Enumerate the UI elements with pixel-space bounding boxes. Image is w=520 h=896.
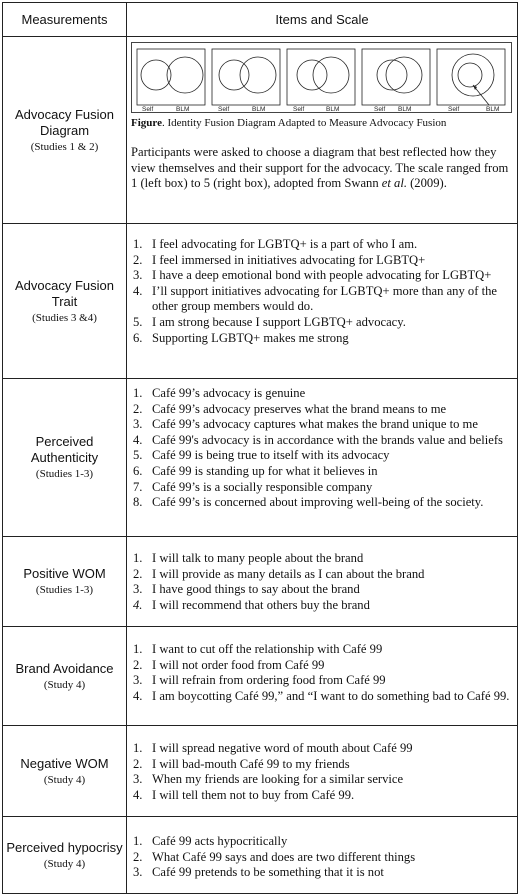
list-item: 7. Café 99’s is a socially responsible company: [133, 479, 373, 494]
self-circle: [458, 63, 482, 87]
list-item: 6. Café 99 is standing up for what it believes in: [133, 463, 378, 478]
measurement-name: Perceived hypocrisy: [6, 839, 123, 855]
header-items-and-scale: Items and Scale: [275, 12, 369, 27]
measurement-name: Advocacy Fusion Trait: [15, 277, 114, 309]
list-item: 5. Café 99 is being true to itself with its advocacy: [133, 448, 390, 463]
table-row-brand-avoidance: [3, 627, 517, 726]
item-list: [133, 237, 513, 346]
measurement-study: (Studies 1-3): [35, 468, 94, 480]
table-row-fusion-diagram: [3, 37, 517, 224]
list-item: 4. I’ll support initiatives advocating for LGBTQ+ more than any of the other group members would do.: [133, 283, 497, 314]
blm-circle: [313, 57, 349, 93]
self-label: Self: [142, 106, 154, 112]
identity-fusion-figure: [131, 42, 512, 113]
header-measurements: Measurements: [21, 12, 108, 27]
blm-label: BLM: [486, 106, 500, 112]
list-item: 1. Café 99 acts hypocritically: [133, 834, 288, 848]
list-item: 8. Café 99’s is concerned about improving well-being of the society.: [133, 495, 484, 510]
measurement-name: Brand Avoidance: [15, 660, 114, 676]
measurement-study: (Study 4): [43, 678, 86, 691]
self-circle: [377, 60, 407, 90]
item-list: [133, 642, 513, 704]
measurement-name: Positive WOM: [23, 566, 106, 581]
list-item: 3. I will refrain from ordering food from Café 99: [133, 673, 386, 688]
item-list: [133, 386, 513, 511]
blm-label: BLM: [398, 106, 412, 112]
list-item: 3. I have a deep emotional bond with people advocating for LGBTQ+: [133, 268, 492, 283]
list-item: 3. Café 99 pretends to be something that it is not: [133, 865, 384, 880]
measurement-study: (Study 4): [43, 773, 86, 786]
diagram-box-2: [212, 49, 280, 105]
measurement-study: (Study 4): [43, 857, 86, 870]
measurement-name: Advocacy Fusion Diagram: [15, 106, 114, 138]
blm-circle: [240, 57, 276, 93]
list-item: 3. I have good things to say about the brand: [133, 582, 360, 597]
list-item: 1. I feel advocating for LGBTQ+ is a part of who I am.: [133, 237, 418, 251]
list-item: 2. I will not order food from Café 99: [133, 657, 325, 672]
list-item: 4. I am boycotting Café 99,” and “I want to do something bad to Café 99.: [133, 688, 510, 703]
item-list: [133, 551, 513, 613]
measurement-name: Perceived Authenticity: [30, 434, 99, 465]
list-item: 4. Café 99's advocacy is in accordance with the brands value and beliefs: [133, 432, 503, 447]
item-list: [133, 741, 513, 803]
list-item: 1. I will spread negative word of mouth about Café 99: [133, 741, 413, 755]
list-item: 4. I will tell them not to buy from Café 99.: [133, 787, 355, 802]
self-label: Self: [374, 106, 386, 112]
diagram-box-5: [437, 49, 505, 105]
table-header-row: [3, 3, 517, 37]
measurement-table: [2, 2, 518, 894]
item-list: [133, 834, 513, 881]
diagram-box-4: [362, 49, 430, 105]
blm-circle: [386, 57, 422, 93]
list-item: 4. I will recommend that others buy the brand: [133, 597, 370, 612]
fusion-diagram-svg: [132, 43, 511, 112]
self-circle: [219, 60, 249, 90]
list-item: 1. Café 99’s advocacy is genuine: [133, 386, 306, 400]
table-row-perceived-hypocrisy: [3, 817, 517, 893]
blm-label: BLM: [176, 106, 190, 112]
list-item: 3. Café 99’s advocacy captures what makes the brand unique to me: [133, 417, 478, 432]
fusion-description: Participants were asked to choose a diagram that best reflected how they view themselves and their support for the advocacy. The scale ranged from 1 (left box) to 5 (right box), adopted from Swann et al. (2009).: [131, 145, 509, 191]
measurement-study: (Studies 3 &4): [32, 311, 97, 324]
table-row-perceived-authenticity: [3, 379, 517, 537]
blm-circle: [167, 57, 203, 93]
list-item: 2. I will provide as many details as I can about the brand: [133, 566, 425, 581]
list-item: 1. I want to cut off the relationship with Café 99: [133, 642, 383, 656]
measurement-study: (Studies 1 & 2): [30, 140, 99, 153]
list-item: 6. Supporting LGBTQ+ makes me strong: [133, 330, 349, 345]
self-circle: [297, 60, 327, 90]
self-circle: [141, 60, 171, 90]
blm-label: BLM: [326, 106, 340, 112]
list-item: 5. I am strong because I support LGBTQ+ advocacy.: [133, 314, 406, 329]
list-item: 2. What Café 99 says and does are two different things: [133, 849, 416, 864]
blm-label: BLM: [252, 106, 266, 112]
list-item: 2. Café 99’s advocacy preserves what the brand means to me: [133, 401, 447, 416]
measurement-study: (Studies 1-3): [35, 584, 94, 596]
table-row-positive-wom: [3, 537, 517, 627]
table-row-fusion-trait: [3, 224, 517, 379]
list-item: 2. I will bad-mouth Café 99 to my friends: [133, 756, 350, 771]
self-label: Self: [448, 106, 460, 112]
self-label: Self: [293, 106, 305, 112]
list-item: 1. I will talk to many people about the brand: [133, 551, 364, 565]
list-item: 2. I feel immersed in initiatives advocating for LGBTQ+: [133, 252, 426, 267]
table-row-negative-wom: [3, 726, 517, 817]
figure-caption: Figure. Identity Fusion Diagram Adapted to Measure Advocacy Fusion: [131, 117, 447, 129]
measurement-name: Negative WOM: [20, 755, 109, 771]
list-item: 3. When my friends are looking for a similar service: [133, 772, 404, 787]
self-label: Self: [218, 106, 230, 112]
